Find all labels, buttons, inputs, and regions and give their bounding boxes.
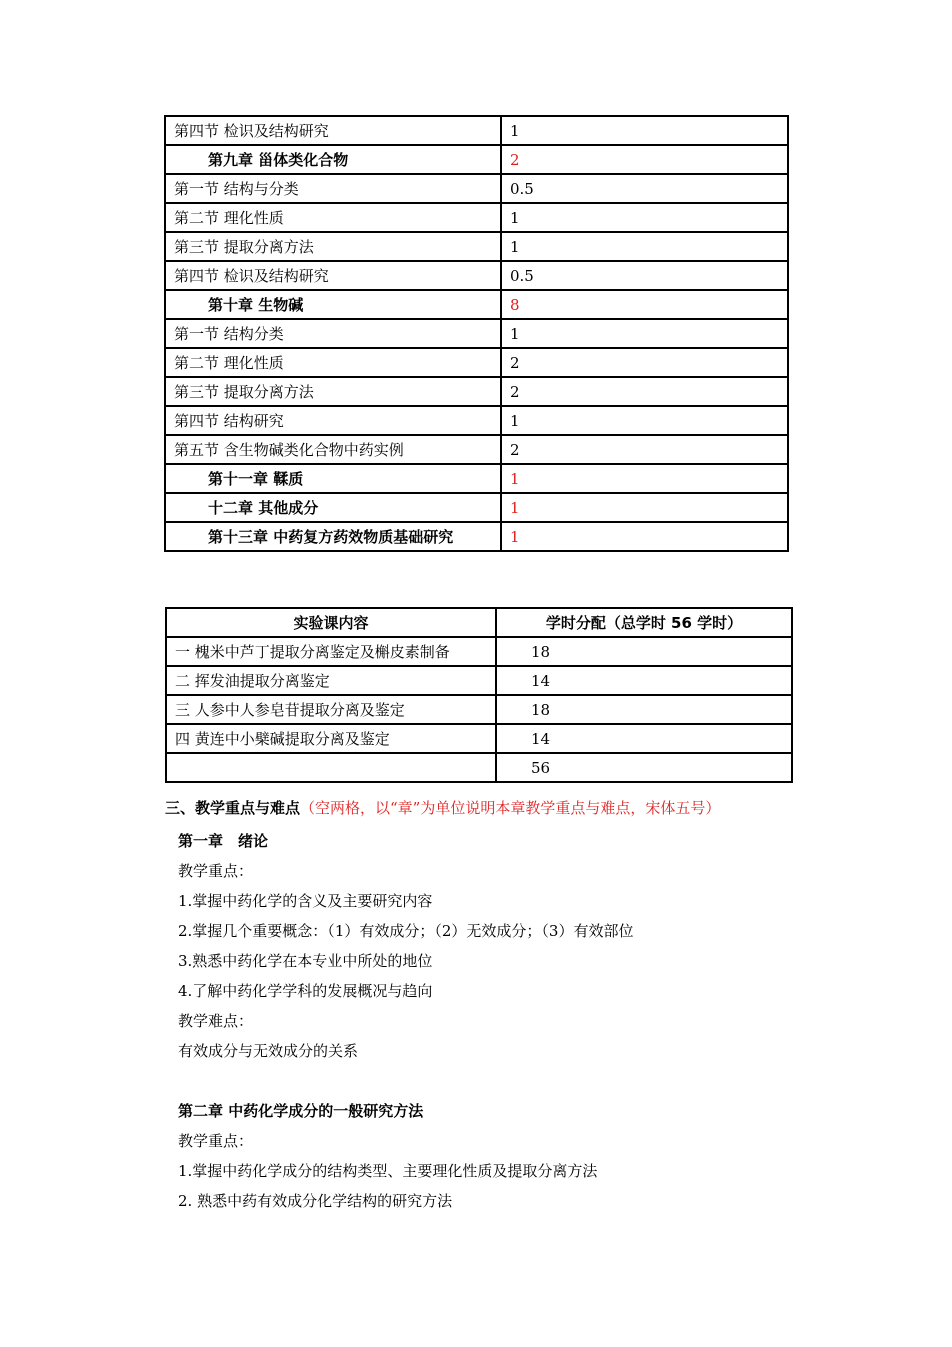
row-hours: 1 — [501, 232, 788, 261]
row-hours: 2 — [501, 348, 788, 377]
text-line: 2.掌握几个重要概念：（1）有效成分；（2）无效成分；（3）有效部位 — [178, 922, 634, 940]
section-row — [165, 203, 788, 232]
row-title: 第五节 含生物碱类化合物中药实例 — [165, 435, 501, 464]
section-row — [165, 232, 788, 261]
chapter-row — [165, 493, 788, 522]
lab-table-header — [166, 608, 792, 637]
row-title: 第二节 理化性质 — [165, 203, 501, 232]
lab-row — [166, 724, 792, 753]
text-line: 教学重点： — [178, 1132, 254, 1150]
row-hours: 1 — [501, 319, 788, 348]
row-title: 第三节 提取分离方法 — [165, 377, 501, 406]
lab-hours: 56 — [496, 753, 792, 782]
row-title: 第九章 甾体类化合物 — [165, 145, 501, 174]
chapter-row — [165, 522, 788, 551]
row-hours: 2 — [501, 435, 788, 464]
row-hours: 1 — [501, 493, 788, 522]
text-line: 1.掌握中药化学成分的结构类型、主要理化性质及提取分离方法 — [178, 1162, 598, 1180]
text-line: 有效成分与无效成分的关系 — [178, 1042, 359, 1060]
lab-hours: 18 — [496, 695, 792, 724]
lab-row — [166, 695, 792, 724]
row-title: 第三节 提取分离方法 — [165, 232, 501, 261]
row-hours: 8 — [501, 290, 788, 319]
row-hours: 1 — [501, 203, 788, 232]
lab-content: 三 人参中人参皂苷提取分离及鉴定 — [166, 695, 496, 724]
row-title: 第二节 理化性质 — [165, 348, 501, 377]
text-line: 3.熟悉中药化学在本专业中所处的地位 — [178, 952, 433, 970]
row-title: 第四节 检识及结构研究 — [165, 261, 501, 290]
section-row — [165, 406, 788, 435]
chapter-heading: 第二章 中药化学成分的一般研究方法 — [178, 1102, 424, 1120]
row-title: 十二章 其他成分 — [165, 493, 501, 522]
row-hours: 1 — [501, 464, 788, 493]
lab-hours: 14 — [496, 724, 792, 753]
chapter-row — [165, 290, 788, 319]
row-hours: 1 — [501, 406, 788, 435]
section-row — [165, 174, 788, 203]
lab-content: 二 挥发油提取分离鉴定 — [166, 666, 496, 695]
chapter-heading: 第一章 绪论 — [178, 832, 269, 850]
row-hours: 0.5 — [501, 261, 788, 290]
section-heading — [165, 797, 925, 818]
section-note: （空两格，以“章”为单位说明本章教学重点与难点，宋体五号） — [300, 799, 721, 817]
hours-table — [164, 115, 789, 552]
chapter-row — [165, 145, 788, 174]
lab-hours: 18 — [496, 637, 792, 666]
row-title: 第十三章 中药复方药效物质基础研究 — [165, 522, 501, 551]
lab-row — [166, 666, 792, 695]
lab-row — [166, 753, 792, 782]
lab-content: 四 黄连中小檗碱提取分离及鉴定 — [166, 724, 496, 753]
text-line: 教学难点： — [178, 1012, 254, 1030]
row-hours: 1 — [501, 522, 788, 551]
section-row — [165, 116, 788, 145]
lab-content — [166, 753, 496, 782]
row-title: 第四节 检识及结构研究 — [165, 116, 501, 145]
text-line: 4.了解中药化学学科的发展概况与趋向 — [178, 982, 433, 1000]
section-title: 三、教学重点与难点 — [165, 799, 301, 817]
teaching-points — [178, 826, 918, 1216]
row-hours: 1 — [501, 116, 788, 145]
row-title: 第十章 生物碱 — [165, 290, 501, 319]
row-hours: 0.5 — [501, 174, 788, 203]
lab-content: 一 槐米中芦丁提取分离鉴定及槲皮素制备 — [166, 637, 496, 666]
section-row — [165, 348, 788, 377]
row-title: 第一节 结构分类 — [165, 319, 501, 348]
text-line: 2. 熟悉中药有效成分化学结构的研究方法 — [178, 1192, 453, 1210]
chapter-row — [165, 464, 788, 493]
row-hours: 2 — [501, 145, 788, 174]
spacer — [178, 1066, 918, 1096]
lab-header-content: 实验课内容 — [166, 608, 496, 637]
section-row — [165, 435, 788, 464]
section-row — [165, 319, 788, 348]
section-row — [165, 261, 788, 290]
row-title: 第四节 结构研究 — [165, 406, 501, 435]
lab-row — [166, 637, 792, 666]
lab-hours: 14 — [496, 666, 792, 695]
lab-header-hours: 学时分配（总学时 56 学时） — [496, 608, 792, 637]
section-row — [165, 377, 788, 406]
lab-table — [165, 607, 793, 783]
text-line: 教学重点： — [178, 862, 254, 880]
row-title: 第一节 结构与分类 — [165, 174, 501, 203]
text-line: 1.掌握中药化学的含义及主要研究内容 — [178, 892, 433, 910]
row-hours: 2 — [501, 377, 788, 406]
row-title: 第十一章 鞣质 — [165, 464, 501, 493]
